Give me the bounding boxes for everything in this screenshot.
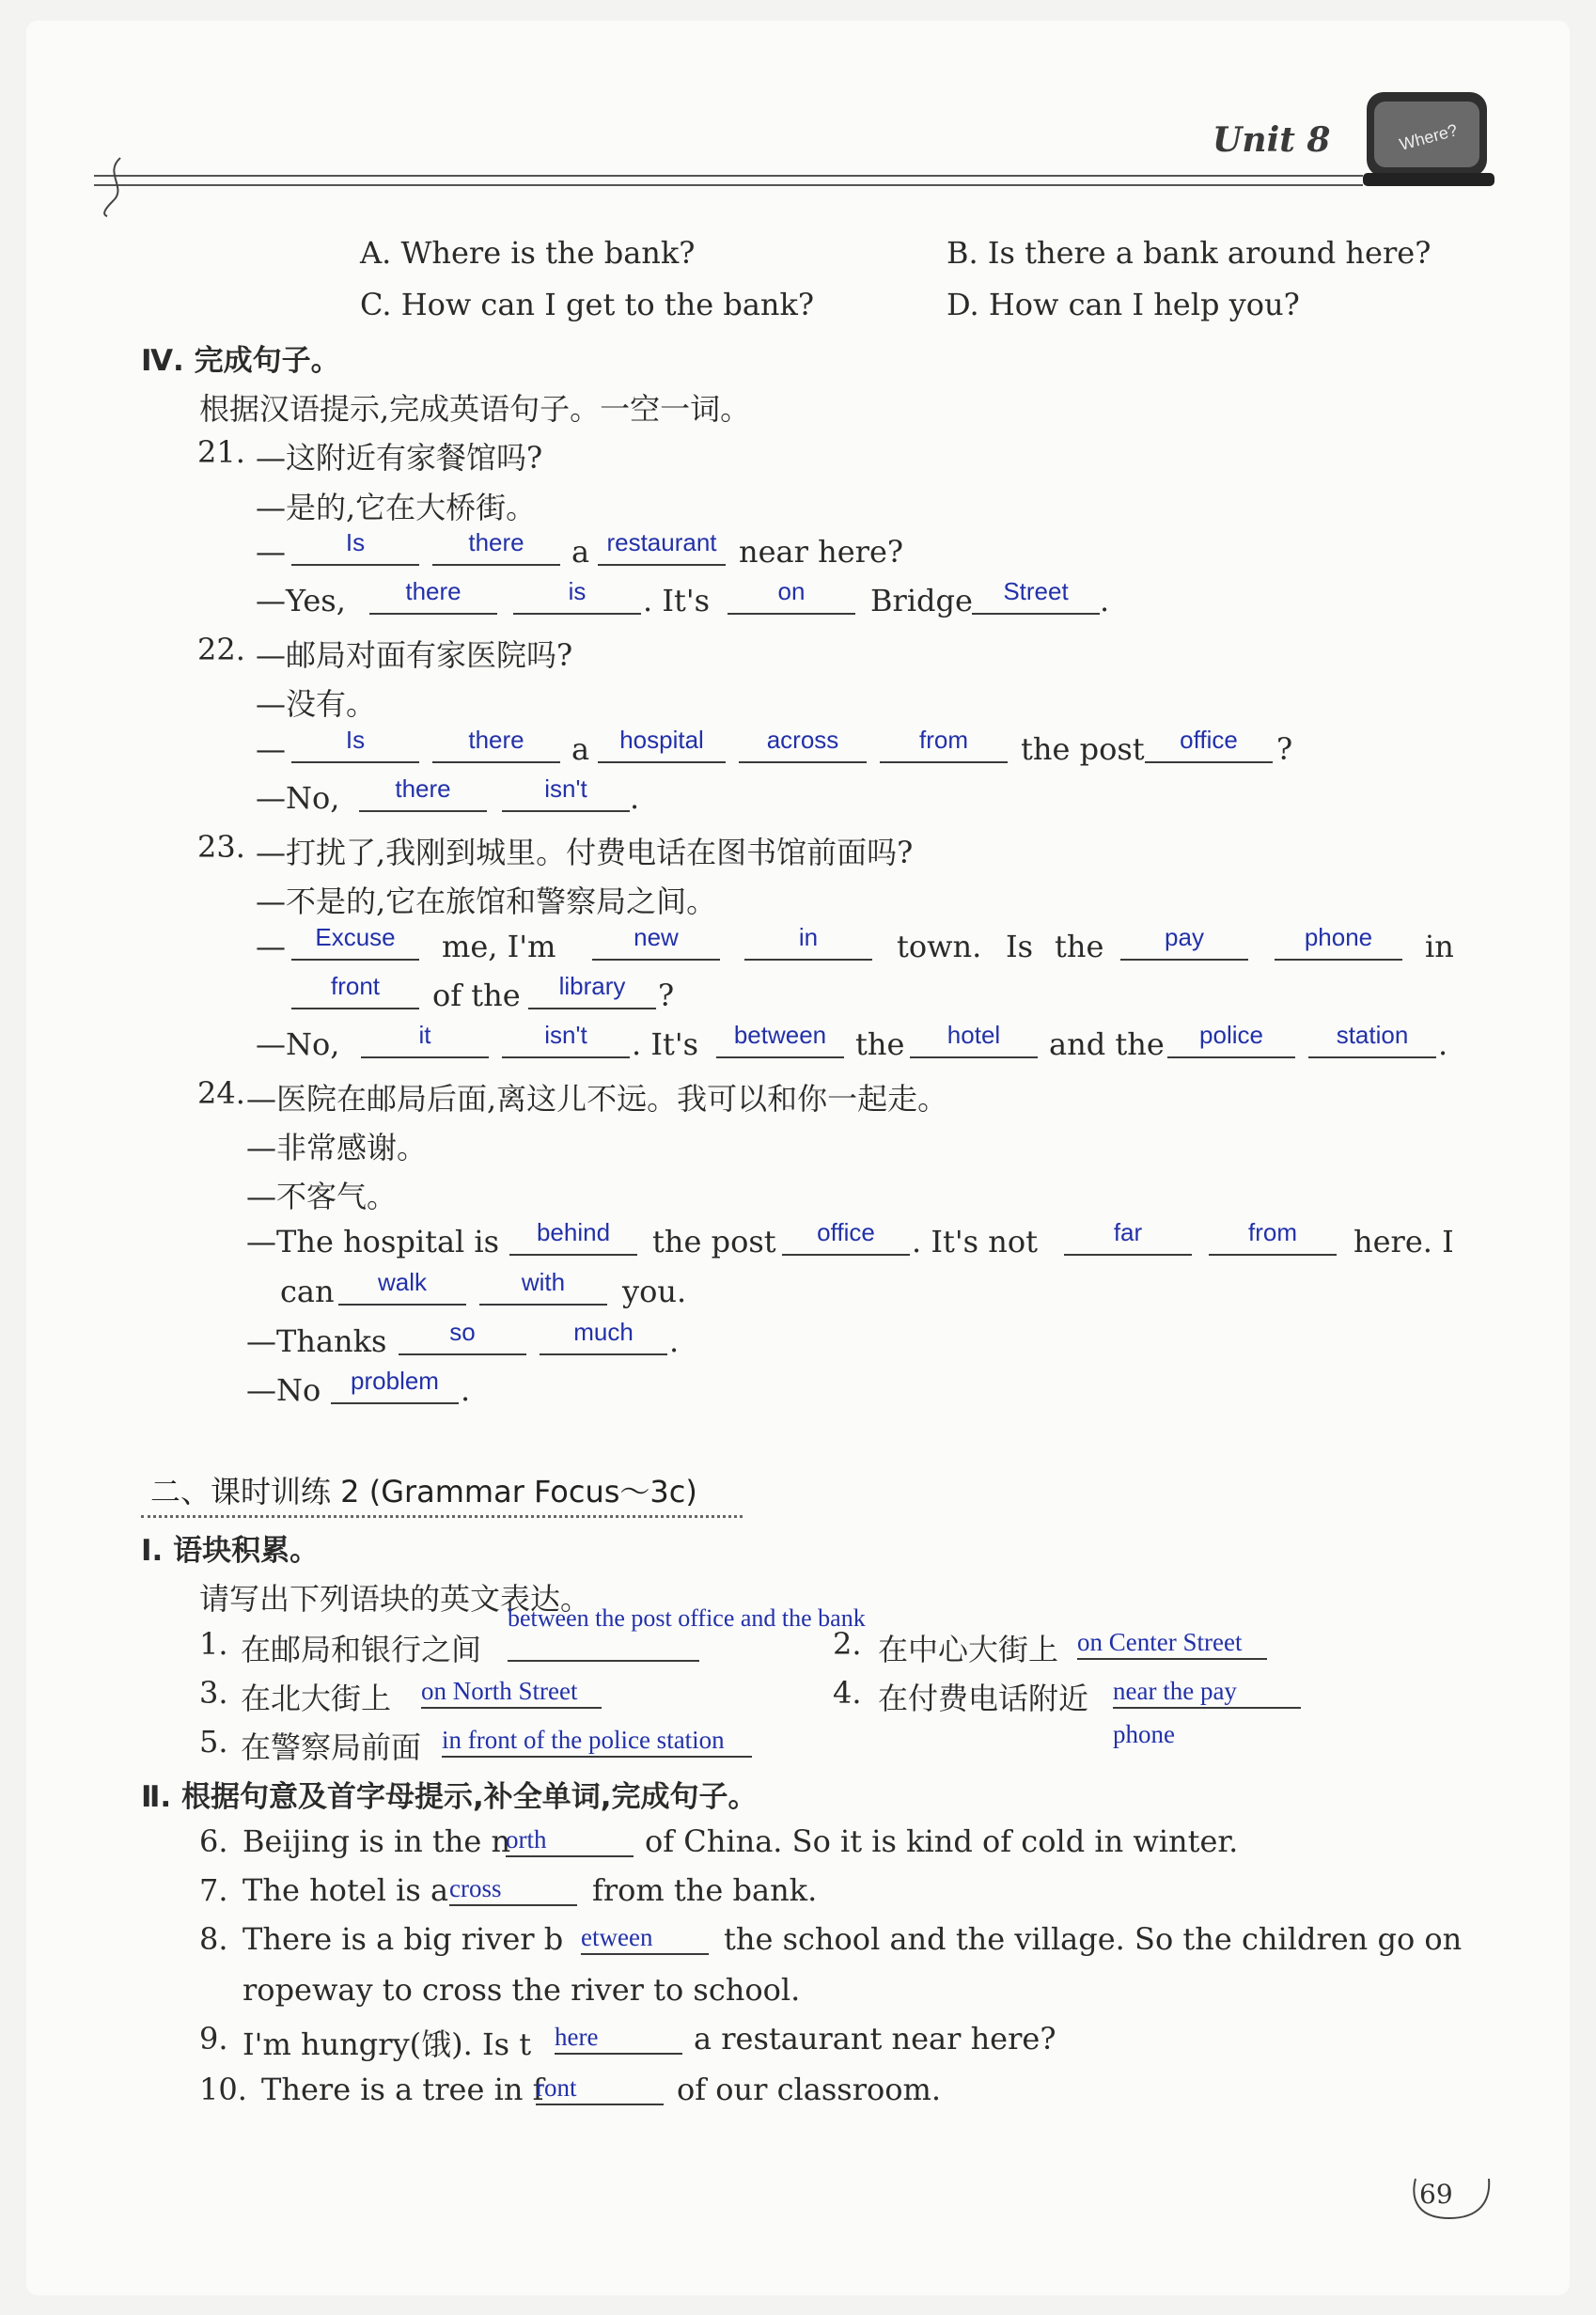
q9-number: 9. <box>199 2021 228 2057</box>
q24-blank-3[interactable]: far <box>1064 1216 1192 1256</box>
q6-number: 6. <box>199 1823 228 1859</box>
q23-in: in <box>1425 929 1454 964</box>
q21-bridge: Bridge <box>870 583 973 618</box>
item4-answer[interactable]: near the pay phone <box>1113 1669 1301 1709</box>
q21-dash: — <box>256 534 286 570</box>
item2-number: 2. <box>833 1626 862 1662</box>
q24-blank-8[interactable]: much <box>540 1316 667 1355</box>
q21-blank-4[interactable]: there <box>369 575 497 615</box>
q23-number: 23. <box>197 829 245 865</box>
q23-qmark: ? <box>658 978 675 1013</box>
q8-post: the school and the village. So the children go on <box>724 1921 1463 1957</box>
q24-blank-6[interactable]: with <box>479 1266 607 1306</box>
header-rule-top <box>94 175 1363 177</box>
q23-town: town. <box>897 929 982 964</box>
q21-blank-7[interactable]: Street <box>972 575 1100 615</box>
q10-pre: There is a tree in f <box>261 2072 544 2107</box>
q24-cn2: —非常感谢。 <box>246 1130 428 1165</box>
q21-number: 21. <box>197 434 245 470</box>
q24-itsnot: . It's not <box>912 1224 1038 1259</box>
chalkboard-text: Where? <box>1397 120 1460 154</box>
q23-blank-3[interactable]: in <box>744 921 872 961</box>
q23-me: me, I'm <box>442 929 556 964</box>
q23-is: Is <box>1006 929 1034 964</box>
item1-number: 1. <box>199 1626 228 1662</box>
q23-blank-1[interactable]: Excuse <box>291 921 419 961</box>
item1-answer-text: between the post office and the bank <box>508 1604 866 1632</box>
part-1-instruction: 请写出下列语块的英文表达。 <box>199 1581 591 1617</box>
q22-dash: — <box>256 731 286 767</box>
option-a: A. Where is the bank? <box>360 235 696 271</box>
q9-pre: I'm hungry(饿). Is t <box>243 2026 532 2062</box>
q24-you: you. <box>622 1274 687 1309</box>
q21-period: . <box>1100 583 1110 618</box>
q24-here: here. I <box>1353 1224 1454 1259</box>
item5-number: 5. <box>199 1724 228 1760</box>
q22-post: the post <box>1021 731 1145 767</box>
q21-its: . It's <box>643 583 711 618</box>
q8-number: 8. <box>199 1921 228 1957</box>
q23-blank-13[interactable]: station <box>1308 1019 1436 1058</box>
q23-blank-2[interactable]: new <box>592 921 720 961</box>
q9-post: a restaurant near here? <box>694 2021 1056 2057</box>
item4-cn: 在付费电话附近 <box>878 1681 1089 1716</box>
item5-answer[interactable]: in front of the police station <box>442 1718 752 1758</box>
part-2-heading: Ⅱ. 根据句意及首字母提示,补全单词,完成句子。 <box>141 1780 758 1814</box>
q21-a: a <box>571 534 590 570</box>
q22-a: a <box>571 731 590 767</box>
q22-cn1: —邮局对面有家医院吗? <box>256 637 573 673</box>
q23-cn1: —打扰了,我刚到城里。付费电话在图书馆前面吗? <box>256 835 914 870</box>
q24-cn1: —医院在邮局后面,离这儿不远。我可以和你一起走。 <box>246 1081 948 1117</box>
q7-number: 7. <box>199 1872 228 1908</box>
option-c: C. How can I get to the bank? <box>360 287 815 322</box>
q23-blank-10[interactable]: between <box>716 1019 844 1058</box>
q23-blank-8[interactable]: it <box>361 1019 489 1058</box>
item1-answer[interactable] <box>508 1604 866 1662</box>
q21-blank-5[interactable]: is <box>513 575 641 615</box>
q8-cont: ropeway to cross the river to school. <box>243 1972 801 2008</box>
q21-end: near here? <box>739 534 904 570</box>
item4-number: 4. <box>833 1675 862 1711</box>
option-b: B. Is there a bank around here? <box>947 235 1432 271</box>
q24-thanks-period: . <box>669 1323 680 1359</box>
item3-answer[interactable]: on North Street <box>421 1669 602 1709</box>
q7-pre: The hotel is a <box>243 1872 449 1908</box>
q22-blank-5[interactable]: from <box>880 724 1008 763</box>
section-two-underline <box>141 1515 743 1518</box>
q7-answer[interactable]: cross <box>449 1867 577 1906</box>
q24-thanks: —Thanks <box>246 1323 387 1359</box>
q24-number: 24. <box>197 1075 245 1111</box>
option-d: D. How can I help you? <box>947 287 1300 322</box>
q9-answer[interactable]: here <box>555 2015 682 2055</box>
q22-cn2: —没有。 <box>256 686 377 722</box>
page-number-bracket <box>1410 2173 1494 2229</box>
q24-no-period: . <box>461 1372 471 1408</box>
q23-blank-5[interactable]: phone <box>1275 921 1402 961</box>
q22-no: —No, <box>256 780 340 816</box>
q23-blank-7[interactable]: library <box>528 970 656 1009</box>
q21-cn2: —是的,它在大桥街。 <box>256 490 537 525</box>
q23-dash: — <box>256 929 286 964</box>
q23-cn2: —不是的,它在旅馆和警察局之间。 <box>256 884 717 919</box>
q24-blank-9[interactable]: problem <box>331 1365 459 1404</box>
q22-blank-1[interactable]: Is <box>291 724 419 763</box>
q24-blank-1[interactable]: behind <box>509 1216 637 1256</box>
q6-pre: Beijing is in the n <box>243 1823 511 1859</box>
q23-blank-4[interactable]: pay <box>1120 921 1248 961</box>
q22-period: . <box>630 780 640 816</box>
q23-andthe: and the <box>1049 1026 1165 1062</box>
q24-blank-7[interactable]: so <box>399 1316 526 1355</box>
item1-cn: 在邮局和银行之间 <box>241 1632 482 1667</box>
item3-cn: 在北大街上 <box>241 1681 392 1716</box>
q8-pre: There is a big river b <box>243 1921 564 1957</box>
q10-answer[interactable]: ront <box>536 2066 664 2105</box>
q24-can: can <box>280 1274 335 1309</box>
item5-cn: 在警察局前面 <box>241 1729 422 1765</box>
q21-blank-3[interactable]: restaurant <box>598 526 726 566</box>
q8-answer[interactable]: etween <box>581 1916 709 1955</box>
q24-no: —No <box>246 1372 321 1408</box>
q22-blank-8[interactable]: isn't <box>502 773 630 812</box>
q23-the: the <box>1055 929 1104 964</box>
q22-blank-2[interactable]: there <box>432 724 560 763</box>
q22-qmark: ? <box>1276 731 1293 767</box>
q10-number: 10. <box>199 2072 247 2107</box>
q10-post: of our classroom. <box>677 2072 942 2107</box>
q24-start: —The hospital is <box>246 1224 500 1259</box>
q22-blank-4[interactable]: across <box>739 724 867 763</box>
q6-post: of China. So it is kind of cold in winter. <box>645 1823 1239 1859</box>
q21-blank-6[interactable]: on <box>728 575 855 615</box>
q7-post: from the bank. <box>592 1872 818 1908</box>
q24-blank-4[interactable]: from <box>1209 1216 1337 1256</box>
q21-blank-2[interactable]: there <box>432 526 560 566</box>
q24-blank-2[interactable]: office <box>782 1216 910 1256</box>
section-4-heading: Ⅳ. 完成句子。 <box>141 344 340 378</box>
q23-blank-6[interactable]: front <box>291 970 419 1009</box>
section-4-instruction: 根据汉语提示,完成英语句子。一空一词。 <box>199 391 751 427</box>
q22-blank-6[interactable]: office <box>1145 724 1273 763</box>
q6-answer[interactable]: orth <box>506 1818 634 1857</box>
q23-blank-12[interactable]: police <box>1167 1019 1295 1058</box>
item3-number: 3. <box>199 1675 228 1711</box>
q23-blank-11[interactable]: hotel <box>910 1019 1038 1058</box>
q23-no: —No, <box>256 1026 340 1062</box>
chalkboard-icon <box>1363 86 1494 197</box>
q24-cn3: —不客气。 <box>246 1179 398 1214</box>
q23-blank-9[interactable]: isn't <box>502 1019 630 1058</box>
q21-yes: —Yes, <box>256 583 346 618</box>
item2-cn: 在中心大街上 <box>878 1632 1059 1667</box>
unit-title: Unit 8 <box>1213 120 1331 160</box>
q21-cn1: —这附近有家餐馆吗? <box>256 440 543 476</box>
q22-number: 22. <box>197 632 245 667</box>
page-number: 69 <box>1419 2179 1453 2210</box>
q21-blank-1[interactable]: Is <box>291 526 419 566</box>
q23-the2: the <box>855 1026 905 1062</box>
q23-period: . <box>1438 1026 1448 1062</box>
swirl-decoration <box>94 154 132 220</box>
item2-answer[interactable]: on Center Street <box>1077 1620 1267 1660</box>
q23-ofthe: of the <box>432 978 521 1013</box>
q22-blank-7[interactable]: there <box>359 773 487 812</box>
section-two-title: 二、课时训练 2 (Grammar Focus～3c) <box>150 1474 697 1509</box>
header-rule-bottom <box>94 184 1363 186</box>
part-1-heading: Ⅰ. 语块积累。 <box>141 1534 320 1568</box>
q22-blank-3[interactable]: hospital <box>598 724 726 763</box>
q24-post: the post <box>652 1224 776 1259</box>
q23-its: . It's <box>632 1026 699 1062</box>
q24-blank-5[interactable]: walk <box>338 1266 466 1306</box>
